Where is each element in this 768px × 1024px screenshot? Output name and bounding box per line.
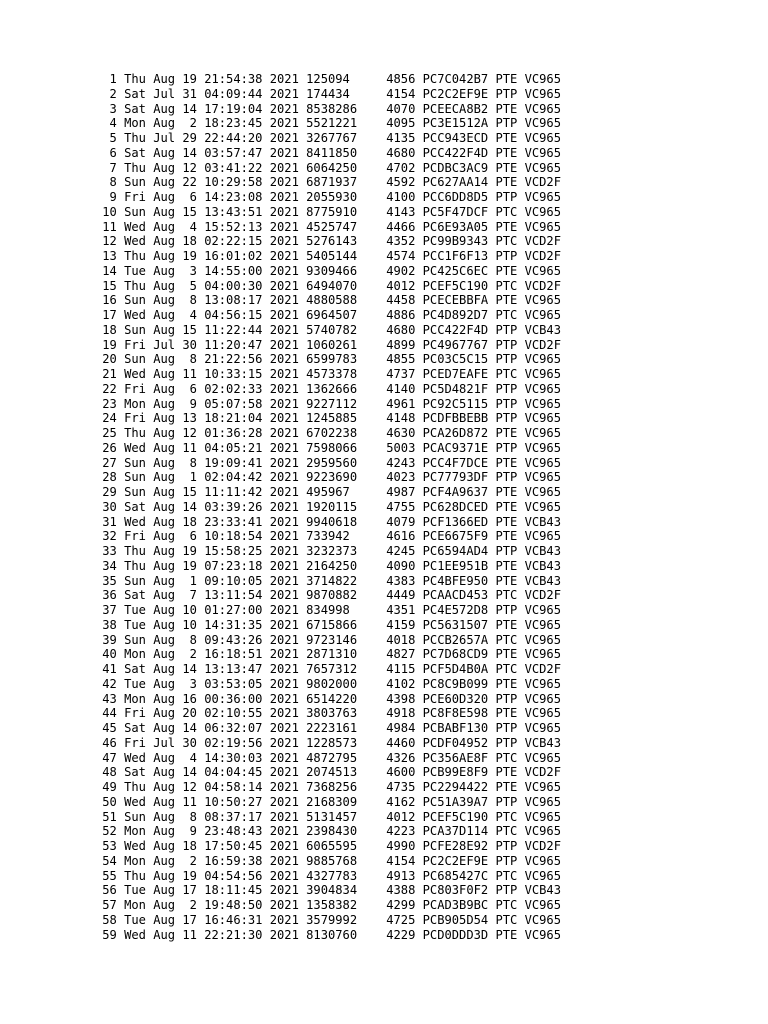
record-row: 29 Sun Aug 15 11:11:42 2021 495967 4987 PCF4A9637 PTE VC965 [95, 485, 561, 499]
record-row: 51 Sun Aug 8 08:37:17 2021 5131457 4012 PCEF5C190 PTC VC965 [95, 809, 561, 824]
record-row: 18 Sun Aug 15 11:22:44 2021 5740782 4680 PCC422F4D PTP VCB43 [95, 322, 561, 337]
record-row: 5 Thu Jul 29 22:44:20 2021 3267767 4135 PCC943ECD PTE VC965 [95, 131, 561, 145]
record-row: 10 Sun Aug 15 13:43:51 2021 8775910 4143 PC5F47DCF PTC VC965 [95, 204, 561, 219]
record-row: 38 Tue Aug 10 14:31:35 2021 6715866 4159 PC5631507 PTE VC965 [95, 617, 561, 632]
record-row: 45 Sat Aug 14 06:32:07 2021 2223161 4984 PCBABF130 PTP VC965 [95, 721, 561, 735]
record-row: 21 Wed Aug 11 10:33:15 2021 4573378 4737 PCED7EAFE PTC VC965 [95, 367, 561, 381]
record-listing [95, 72, 561, 942]
record-row: 1 Thu Aug 19 21:54:38 2021 125094 4856 PC7C042B7 PTE VC965 [95, 72, 561, 86]
record-row: 14 Tue Aug 3 14:55:00 2021 9309466 4902 PC425C6EC PTE VC965 [95, 263, 561, 278]
record-row: 8 Sun Aug 22 10:29:58 2021 6871937 4592 PC627AA14 PTE VCD2F [95, 175, 561, 190]
record-row: 24 Fri Aug 13 18:21:04 2021 1245885 4148 PCDFBBEBB PTP VC965 [95, 411, 561, 426]
record-row: 50 Wed Aug 11 10:50:27 2021 2168309 4162 PC51A39A7 PTP VC965 [95, 794, 561, 809]
record-row: 15 Thu Aug 5 04:00:30 2021 6494070 4012 PCEF5C190 PTC VCD2F [95, 278, 561, 293]
record-row: 52 Mon Aug 9 23:48:43 2021 2398430 4223 PCA37D114 PTC VC965 [95, 824, 561, 839]
record-row: 55 Thu Aug 19 04:54:56 2021 4327783 4913 PC685427C PTC VC965 [95, 868, 561, 883]
record-row: 41 Sat Aug 14 13:13:47 2021 7657312 4115 PCF5D4B0A PTC VCD2F [95, 662, 561, 676]
record-row: 34 Thu Aug 19 07:23:18 2021 2164250 4090 PC1EE951B PTE VCB43 [95, 558, 561, 573]
record-row: 47 Wed Aug 4 14:30:03 2021 4872795 4326 PC356AE8F PTC VC965 [95, 750, 561, 765]
record-row: 30 Sat Aug 14 03:39:26 2021 1920115 4755 PC628DCED PTE VC965 [95, 499, 561, 514]
record-row: 56 Tue Aug 17 18:11:45 2021 3904834 4388 PC803F0F2 PTP VCB43 [95, 883, 561, 898]
record-row: 13 Thu Aug 19 16:01:02 2021 5405144 4574 PCC1F6F13 PTP VCD2F [95, 249, 561, 263]
record-row: 28 Sun Aug 1 02:04:42 2021 9223690 4023 PC77793DF PTP VC965 [95, 470, 561, 485]
record-row: 58 Tue Aug 17 16:46:31 2021 3579992 4725 PCB905D54 PTC VC965 [95, 912, 561, 927]
record-row: 27 Sun Aug 8 19:09:41 2021 2959560 4243 PCC4F7DCE PTE VC965 [95, 455, 561, 470]
record-row: 7 Thu Aug 12 03:41:22 2021 6064250 4702 PCDBC3AC9 PTE VC965 [95, 160, 561, 175]
record-row: 6 Sat Aug 14 03:57:47 2021 8411850 4680 PCC422F4D PTE VC965 [95, 145, 561, 160]
record-row: 39 Sun Aug 8 09:43:26 2021 9723146 4018 PCCB2657A PTC VC965 [95, 632, 561, 647]
record-row: 25 Thu Aug 12 01:36:28 2021 6702238 4630 PCA26D872 PTE VC965 [95, 426, 561, 440]
record-row: 20 Sun Aug 8 21:22:56 2021 6599783 4855 PC03C5C15 PTP VC965 [95, 352, 561, 367]
record-row: 33 Thu Aug 19 15:58:25 2021 3232373 4245 PC6594AD4 PTP VCB43 [95, 544, 561, 558]
record-row: 22 Fri Aug 6 02:02:33 2021 1362666 4140 PC5D4821F PTP VC965 [95, 381, 561, 396]
record-row: 54 Mon Aug 2 16:59:38 2021 9885768 4154 PC2C2EF9E PTP VC965 [95, 853, 561, 868]
record-row: 44 Fri Aug 20 02:10:55 2021 3803763 4918 PC8F8E598 PTE VC965 [95, 706, 561, 721]
record-row: 11 Wed Aug 4 15:52:13 2021 4525747 4466 PC6E93A05 PTE VC965 [95, 219, 561, 234]
record-row: 46 Fri Jul 30 02:19:56 2021 1228573 4460 PCDF04952 PTP VCB43 [95, 735, 561, 750]
record-row: 23 Mon Aug 9 05:07:58 2021 9227112 4961 PC92C5115 PTP VC965 [95, 396, 561, 411]
record-row: 16 Sun Aug 8 13:08:17 2021 4880588 4458 PCECEBBFA PTE VC965 [95, 293, 561, 308]
record-row: 12 Wed Aug 18 02:22:15 2021 5276143 4352 PC99B9343 PTC VCD2F [95, 234, 561, 249]
record-row: 53 Wed Aug 18 17:50:45 2021 6065595 4990 PCFE28E92 PTP VCD2F [95, 839, 561, 853]
record-row: 31 Wed Aug 18 23:33:41 2021 9940618 4079 PCF1366ED PTE VCB43 [95, 514, 561, 529]
record-row: 37 Tue Aug 10 01:27:00 2021 834998 4351 PC4E572D8 PTP VC965 [95, 603, 561, 617]
record-row: 9 Fri Aug 6 14:23:08 2021 2055930 4100 PCC6DD8D5 PTP VC965 [95, 190, 561, 204]
record-row: 26 Wed Aug 11 04:05:21 2021 7598066 5003 PCAC9371E PTP VC965 [95, 440, 561, 455]
record-row: 48 Sat Aug 14 04:04:45 2021 2074513 4600 PCB99E8F9 PTE VCD2F [95, 765, 561, 780]
record-row: 42 Tue Aug 3 03:53:05 2021 9802000 4102 PC8C9B099 PTE VC965 [95, 676, 561, 691]
record-row: 49 Thu Aug 12 04:58:14 2021 7368256 4735 PC2294422 PTE VC965 [95, 780, 561, 794]
record-row: 57 Mon Aug 2 19:48:50 2021 1358382 4299 PCAD3B9BC PTC VC965 [95, 898, 561, 912]
record-row: 17 Wed Aug 4 04:56:15 2021 6964507 4886 PC4D892D7 PTC VC965 [95, 308, 561, 322]
record-row: 19 Fri Jul 30 11:20:47 2021 1060261 4899 PC4967767 PTP VCD2F [95, 337, 561, 352]
record-row: 43 Mon Aug 16 00:36:00 2021 6514220 4398 PCE60D320 PTP VC965 [95, 691, 561, 706]
record-row: 32 Fri Aug 6 10:18:54 2021 733942 4616 PCE6675F9 PTE VC965 [95, 529, 561, 544]
record-row: 3 Sat Aug 14 17:19:04 2021 8538286 4070 PCEECA8B2 PTE VC965 [95, 101, 561, 116]
record-row: 59 Wed Aug 11 22:21:30 2021 8130760 4229 PCD0DDD3D PTE VC965 [95, 927, 561, 942]
record-row: 35 Sun Aug 1 09:10:05 2021 3714822 4383 PC4BFE950 PTE VCB43 [95, 573, 561, 588]
record-row: 36 Sat Aug 7 13:11:54 2021 9870882 4449 PCAACD453 PTC VCD2F [95, 588, 561, 603]
record-row: 4 Mon Aug 2 18:23:45 2021 5521221 4095 PC3E1512A PTP VC965 [95, 116, 561, 131]
record-row: 2 Sat Jul 31 04:09:44 2021 174434 4154 PC2C2EF9E PTP VC965 [95, 86, 561, 101]
record-row: 40 Mon Aug 2 16:18:51 2021 2871310 4827 PC7D68CD9 PTE VC965 [95, 647, 561, 662]
